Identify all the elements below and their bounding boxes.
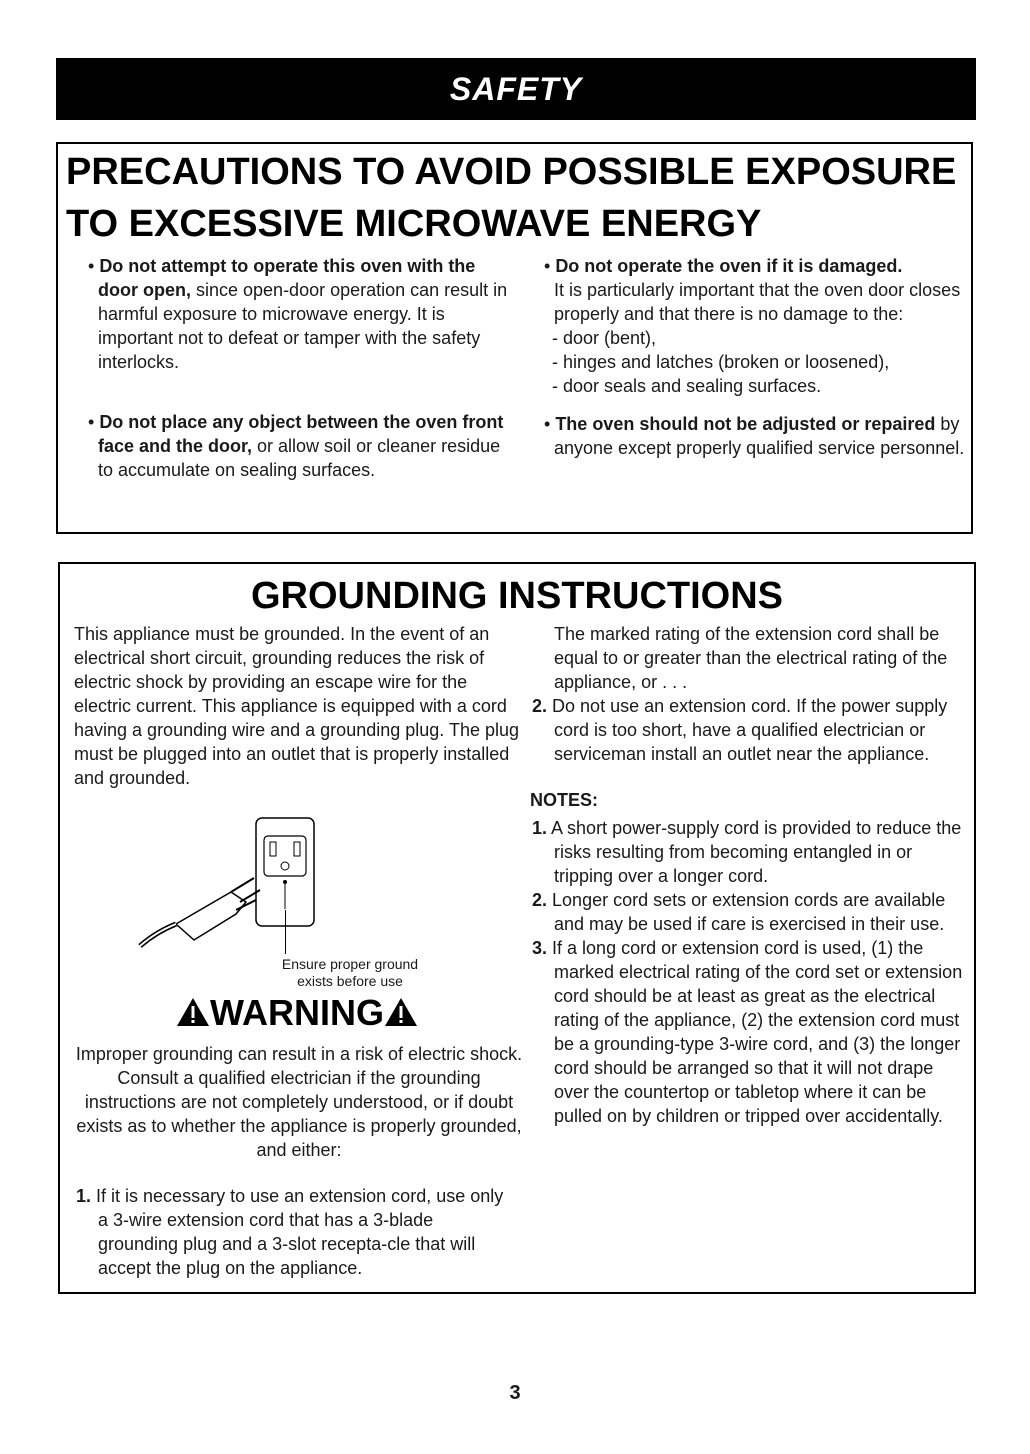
warning-triangle-icon bbox=[176, 997, 210, 1027]
precaution-item: • Do not place any object between the oven front face and the door, or allow soil or cleaner residue to accumulate on sealing surfaces. bbox=[88, 412, 504, 480]
warning-text: Improper grounding can result in a risk of electric shock. Consult a qualified electrician if the grounding instructions are not completely understood, or if doubt exists as to whether the appliance is properly grounded, and either: bbox=[75, 1044, 523, 1160]
warning-triangle-icon bbox=[384, 997, 418, 1027]
grounding-box bbox=[58, 562, 976, 1294]
precautions-left-column bbox=[72, 254, 512, 482]
safety-banner: SAFETY bbox=[56, 58, 976, 120]
precautions-title-line1: PRECAUTIONS TO AVOID POSSIBLE EXPOSURE bbox=[66, 151, 957, 193]
illustration-caption: Ensure proper ground exists before use bbox=[281, 956, 419, 989]
precautions-right-column bbox=[528, 254, 968, 460]
grounding-title: GROUNDING INSTRUCTIONS bbox=[251, 575, 783, 617]
precaution-item: • Do not attempt to operate this oven with the door open, since open-door operation can result in harmful exposure to microwave energy. It is important not to defeat or tamper with the safety interlocks. bbox=[88, 256, 508, 372]
warning-heading: WARNING bbox=[76, 990, 518, 1036]
grounding-right-column bbox=[530, 622, 968, 1128]
note-item: 3. If a long cord or extension cord is used, (1) the marked electrical rating of the cord set or extension cord should be at least as great as the electrical rating of the appliance, (2) the extension cord must be a grounding-type 3-wire cord, and (3) the longer cord should be arranged so that it will not drape over the countertop or tabletop where it can be pulled on by children or tripped over accidentally. bbox=[532, 938, 963, 1126]
notes-title: NOTES: bbox=[530, 790, 599, 810]
precaution-item: • Do not operate the oven if it is damaged. It is particularly important that the oven door closes properly and that there is no damage to the: bbox=[544, 256, 961, 324]
page-number: 3 bbox=[509, 1382, 521, 1404]
note-item: 1. A short power-supply cord is provided to reduce the risks resulting from becoming entangled in or tripping over a longer cord. bbox=[532, 818, 962, 886]
precautions-box bbox=[56, 142, 973, 534]
precaution-item: • The oven should not be adjusted or repaired by anyone except properly qualified service personnel. bbox=[544, 414, 965, 458]
note-item: 2. Longer cord sets or extension cords are available and may be used if care is exercised in their use. bbox=[532, 890, 946, 934]
damage-item: - door (bent), bbox=[552, 328, 657, 348]
damage-item: - door seals and sealing surfaces. bbox=[552, 376, 822, 396]
grounded-plug-outlet-illustration bbox=[136, 814, 336, 954]
caption-leader-line bbox=[285, 910, 286, 954]
precautions-title bbox=[66, 146, 976, 250]
option-1-continued: The marked rating of the extension cord shall be equal to or greater than the electrical rating of the appliance, or . . . bbox=[554, 624, 948, 692]
option-1: 1. If it is necessary to use an extension cord, use only a 3-wire extension cord that has a 3-blade grounding plug and a 3-slot recepta-cle that will accept the plug on the appliance. bbox=[76, 1186, 504, 1278]
damage-item: - hinges and latches (broken or loosened), bbox=[552, 352, 890, 372]
grounding-intro: This appliance must be grounded. In the event of an electrical short circuit, grounding reduces the risk of electric shock by providing an escape wire for the electric current. This appliance is equipped with a cord having a grounding wire and a grounding plug. The plug must be plugged into an outlet that is properly installed and grounded. bbox=[74, 624, 519, 788]
option-2: 2. Do not use an extension cord. If the power supply cord is too short, have a qualified electrician or serviceman install an outlet near the appliance. bbox=[532, 696, 948, 764]
precautions-title-line2: TO EXCESSIVE MICROWAVE ENERGY bbox=[66, 203, 762, 245]
